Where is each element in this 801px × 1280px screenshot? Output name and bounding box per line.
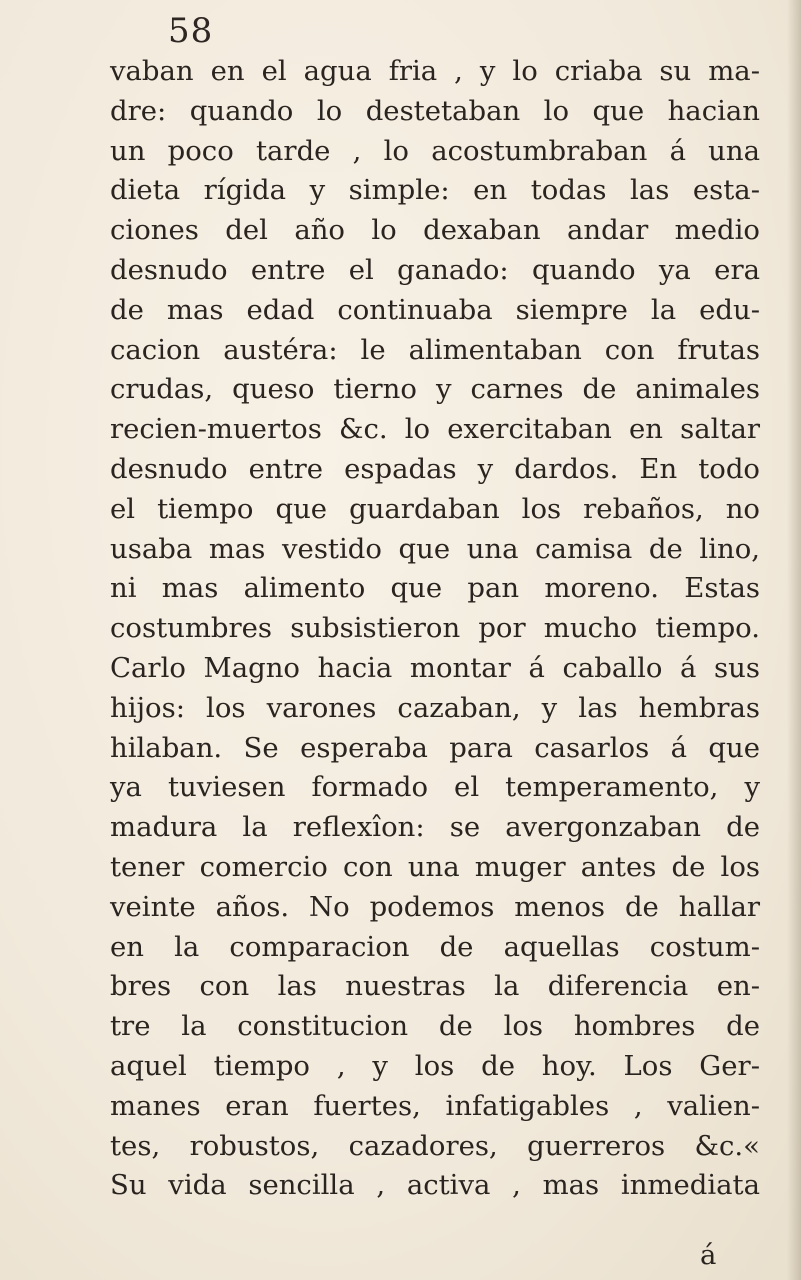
catchword: á bbox=[700, 1239, 717, 1271]
text-line: de mas edad continuaba siempre la edu- bbox=[110, 293, 760, 326]
text-line: hijos: los varones cazaban, y las hembras bbox=[110, 691, 760, 724]
text-line: usaba mas vestido que una camisa de lino, bbox=[110, 532, 760, 565]
text-line: crudas, queso tierno y carnes de animales bbox=[110, 373, 760, 406]
page-number: 58 bbox=[168, 11, 214, 51]
text-line: bres con las nuestras la diferencia en- bbox=[110, 970, 760, 1003]
text-line: manes eran fuertes, infatigables , valien- bbox=[110, 1089, 760, 1122]
text-line: cacion austéra: le alimentaban con frutas bbox=[110, 333, 760, 366]
text-line: ciones del año lo dexaban andar medio bbox=[110, 214, 760, 247]
text-line: un poco tarde , lo acostumbraban á una bbox=[110, 134, 760, 167]
page-edge-shadow bbox=[787, 0, 801, 1280]
text-line: el tiempo que guardaban los rebaños, no bbox=[110, 492, 760, 525]
text-line: vaban en el agua fria , y lo criaba su ma- bbox=[110, 55, 760, 87]
text-line: ni mas alimento que pan moreno. Estas bbox=[110, 572, 760, 605]
text-line: en la comparacion de aquellas costum- bbox=[110, 930, 760, 963]
text-line: tener comercio con una muger antes de los bbox=[110, 850, 760, 883]
text-line: hilaban. Se esperaba para casarlos á que bbox=[110, 731, 760, 764]
text-line: Carlo Magno hacia montar á caballo á sus bbox=[110, 651, 760, 684]
text-line: costumbres subsistieron por mucho tiempo. bbox=[110, 612, 760, 645]
text-line: desnudo entre espadas y dardos. En todo bbox=[110, 452, 760, 485]
text-line: veinte años. No podemos menos de hallar bbox=[110, 890, 760, 923]
text-line: ya tuviesen formado el temperamento, y bbox=[110, 771, 760, 804]
text-line: tre la constitucion de los hombres de bbox=[110, 1010, 760, 1043]
text-line: madura la reflexîon: se avergonzaban de bbox=[110, 811, 760, 844]
text-line: dre: quando lo destetaban lo que hacian bbox=[110, 94, 760, 127]
text-line: dieta rígida y simple: en todas las esta- bbox=[110, 174, 760, 207]
text-line: tes, robustos, cazadores, guerreros &c.« bbox=[110, 1129, 760, 1162]
body-text bbox=[110, 52, 760, 1206]
text-line: desnudo entre el ganado: quando ya era bbox=[110, 253, 760, 286]
text-line: recien-muertos &c. lo exercitaban en saltar bbox=[110, 413, 760, 446]
text-line: aquel tiempo , y los de hoy. Los Ger- bbox=[110, 1049, 760, 1082]
text-line: Su vida sencilla , activa , mas inmediata bbox=[110, 1169, 760, 1202]
